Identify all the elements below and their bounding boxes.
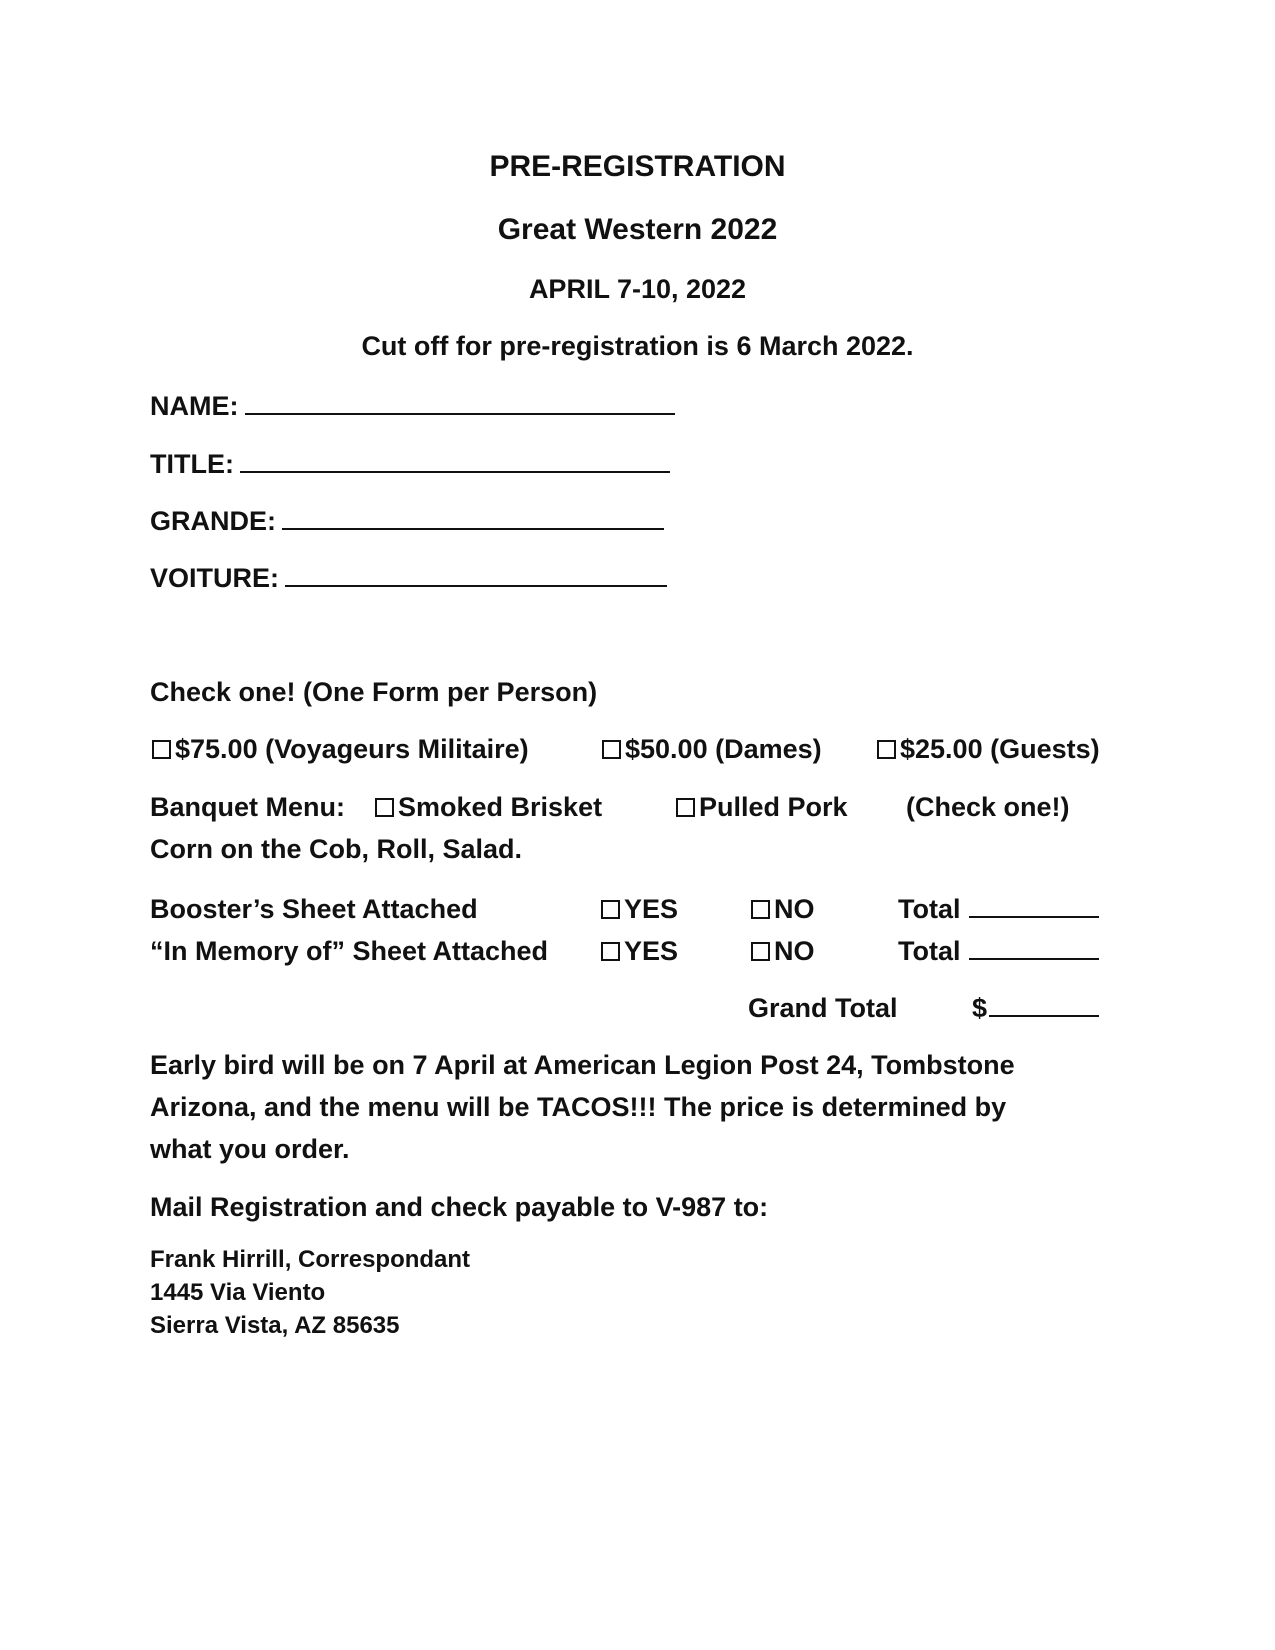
mailing-instruction: Mail Registration and check payable to V-987 to: (150, 1192, 769, 1222)
option-dames[interactable] (602, 734, 822, 765)
mailing-name: Frank Hirrill, Correspondant (150, 1246, 471, 1273)
checkbox-memory-yes[interactable] (601, 942, 620, 961)
checkbox-smoked-brisket[interactable] (375, 798, 394, 817)
memory-no-label: NO (774, 936, 815, 966)
name-field (150, 389, 675, 422)
mailing-city: Sierra Vista, AZ 85635 (150, 1312, 400, 1339)
checkbox-voyageurs[interactable] (152, 740, 171, 759)
event-dates: APRIL 7-10, 2022 (528, 274, 747, 304)
voiture-field (150, 561, 667, 594)
title-field (150, 447, 670, 480)
cutoff-notice: Cut off for pre-registration is 6 March 2022. (361, 331, 914, 361)
memory-total-label: Total (898, 936, 961, 966)
option-guests[interactable] (877, 734, 1100, 765)
option-dames-label: $50.00 (Dames) (625, 734, 822, 764)
option-voyageurs[interactable] (152, 734, 529, 765)
banquet-note: (Check one!) (906, 792, 1070, 822)
early-bird-line-1: Early bird will be on 7 April at American Legion Post 24, Tombstone (150, 1050, 1015, 1080)
voiture-label: VOITURE: (150, 563, 280, 593)
grande-input-line[interactable] (282, 504, 664, 530)
name-input-line[interactable] (245, 389, 675, 415)
memory-yes[interactable] (601, 936, 678, 967)
banquet-label: Banquet Menu: (150, 792, 345, 822)
checkbox-guests[interactable] (877, 740, 896, 759)
banquet-option-brisket-label: Smoked Brisket (398, 792, 603, 822)
checkbox-dames[interactable] (602, 740, 621, 759)
title-input-line[interactable] (240, 447, 670, 473)
booster-no[interactable] (751, 894, 815, 925)
grand-total-field (972, 993, 1099, 1024)
early-bird-line-2: Arizona, and the menu will be TACOS!!! The price is determined by (150, 1092, 1007, 1122)
mailing-street: 1445 Via Viento (150, 1279, 326, 1306)
option-voyageurs-label: $75.00 (Voyageurs Militaire) (175, 734, 529, 764)
memory-yes-label: YES (624, 936, 679, 966)
early-bird-line-3: what you order. (150, 1134, 350, 1164)
checkbox-booster-no[interactable] (751, 900, 770, 919)
grand-total-line[interactable] (989, 993, 1099, 1017)
memory-no[interactable] (751, 936, 815, 967)
booster-yes-label: YES (624, 894, 679, 924)
grand-total-currency: $ (972, 993, 988, 1023)
grande-field (150, 504, 664, 537)
banquet-sides: Corn on the Cob, Roll, Salad. (150, 834, 523, 864)
banquet-option-pork-label: Pulled Pork (699, 792, 848, 822)
grande-label: GRANDE: (150, 506, 276, 536)
registration-instruction: Check one! (One Form per Person) (150, 677, 598, 707)
banquet-option-brisket[interactable] (375, 792, 602, 823)
title-label: TITLE: (150, 449, 234, 479)
checkbox-booster-yes[interactable] (601, 900, 620, 919)
checkbox-pulled-pork[interactable] (676, 798, 695, 817)
booster-total-label: Total (898, 894, 961, 924)
memory-total-line[interactable] (969, 936, 1099, 960)
option-guests-label: $25.00 (Guests) (900, 734, 1100, 764)
banquet-option-pork[interactable] (676, 792, 848, 823)
booster-no-label: NO (774, 894, 815, 924)
booster-total (898, 894, 1099, 925)
memory-sheet-label: “In Memory of” Sheet Attached (150, 936, 549, 966)
checkbox-memory-no[interactable] (751, 942, 770, 961)
form-title: PRE-REGISTRATION (489, 150, 786, 183)
booster-yes[interactable] (601, 894, 678, 925)
grand-total-label: Grand Total (748, 993, 898, 1023)
event-name: Great Western 2022 (497, 213, 778, 246)
booster-sheet-label: Booster’s Sheet Attached (150, 894, 478, 924)
voiture-input-line[interactable] (285, 561, 667, 587)
name-label: NAME: (150, 391, 239, 421)
memory-total (898, 936, 1099, 967)
booster-total-line[interactable] (969, 894, 1099, 918)
